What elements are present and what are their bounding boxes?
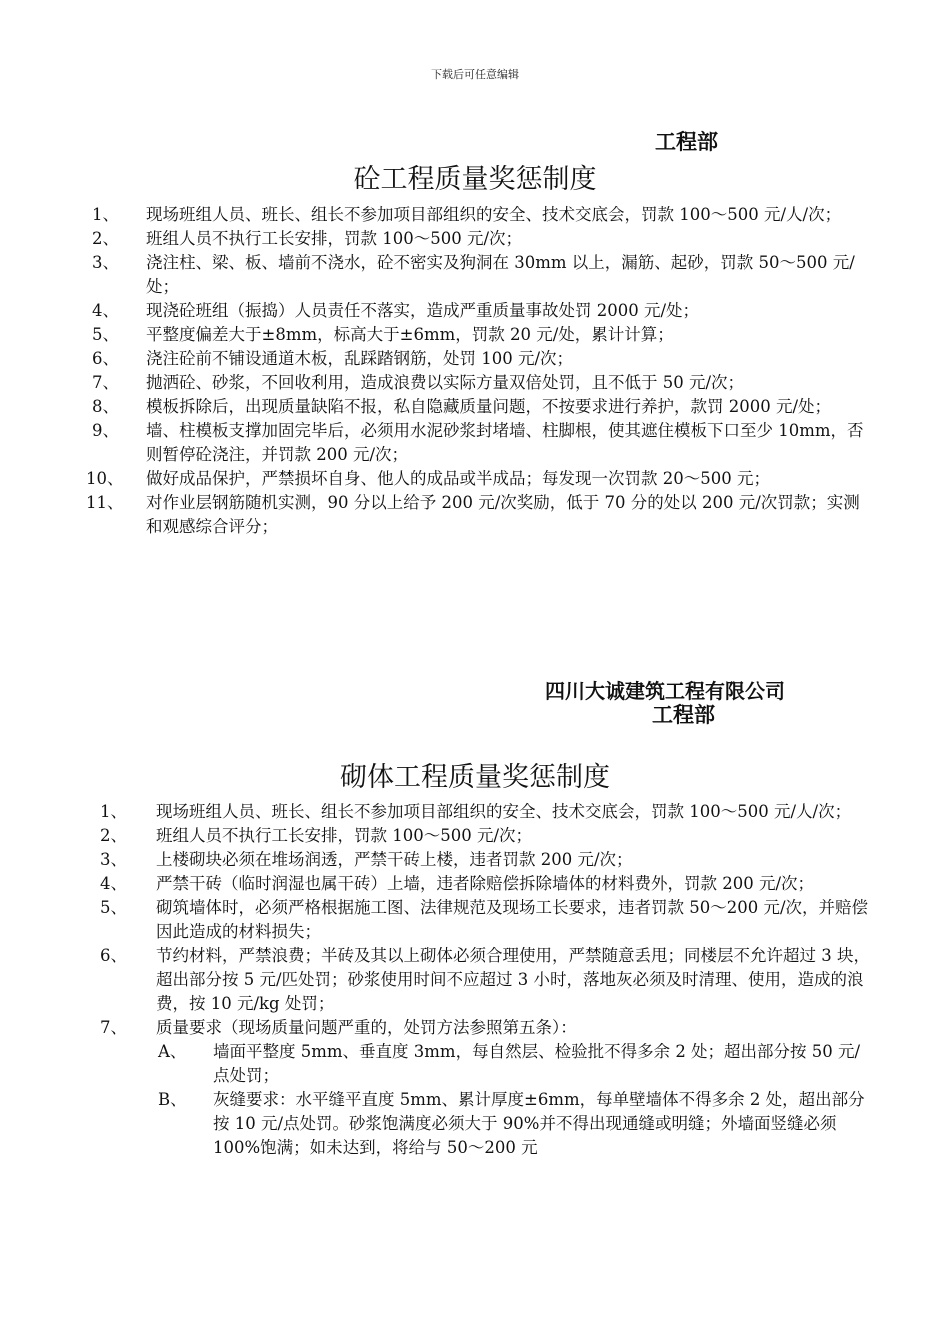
item-text: 节约材料，严禁浪费；半砖及其以上砌体必须合理使用，严禁随意丢甩；同楼层不允许超过 3 块，超出部分按 5 元/匹处罚；砂浆使用时间不应超过 3 小时，落地灰必须及时清理、使用，造成的浪费，按 10 元/kg 处罚；: [156, 946, 870, 1013]
item-text: 对作业层钢筋随机实测，90 分以上给予 200 元/次奖励，低于 70 分的处以 200 元/次罚款；实测和观感综合评分；: [146, 493, 860, 536]
item-number: 7、: [92, 373, 119, 392]
item-text: 模板拆除后，出现质量缺陷不报，私自隐藏质量问题，不按要求进行养护，款罚 2000 元/处；: [146, 397, 832, 416]
item-number: 4、: [100, 874, 127, 893]
list-item: [0, 896, 950, 944]
list-item: [0, 371, 950, 395]
section2-list: [0, 800, 950, 1160]
sub-item-letter: B、: [158, 1090, 187, 1109]
list-item: [0, 395, 950, 419]
item-number: 10、: [86, 469, 124, 488]
item-text: 上楼砌块必须在堆场润透，严禁干砖上楼，违者罚款 200 元/次；: [156, 850, 633, 869]
item-number: 5、: [100, 898, 127, 917]
list-item: [0, 1016, 950, 1040]
item-number: 2、: [100, 826, 127, 845]
item-number: 6、: [100, 946, 127, 965]
section2-title: 砌体工程质量奖惩制度: [340, 762, 610, 793]
item-text: 抛洒砼、砂浆，不回收利用，造成浪费以实际方量双倍处罚，且不低于 50 元/次；: [146, 373, 745, 392]
section1-title: 砼工程质量奖惩制度: [353, 164, 597, 195]
list-item: [0, 323, 950, 347]
list-item: [0, 944, 950, 1016]
list-item: [0, 800, 950, 824]
item-number: 4、: [92, 301, 119, 320]
item-number: 6、: [92, 349, 119, 368]
item-text: 浇注柱、梁、板、墙前不浇水，砼不密实及狗洞在 30mm 以上，漏筋、起砂，罚款 50～500 元/处；: [146, 253, 855, 296]
item-text: 班组人员不执行工长安排，罚款 100～500 元/次；: [156, 826, 533, 845]
list-item: [0, 227, 950, 251]
sub-item-letter: A、: [158, 1042, 187, 1061]
sub-item-text: 灰缝要求：水平缝平直度 5mm、累计厚度±6mm，每单壁墙体不得多余 2 处，超出部分按 10 元/点处罚。砂浆饱满度必须大于 90%并不得出现通缝或明缝；外墙面竖缝必须 100%饱满；如未达到，将给与 50～200 元: [213, 1090, 865, 1157]
item-text: 现浇砼班组（振捣）人员责任不落实，造成严重质量事故处罚 2000 元/处；: [146, 301, 700, 320]
item-number: 2、: [92, 229, 119, 248]
item-number: 1、: [100, 802, 127, 821]
department-label: 工程部: [655, 130, 718, 154]
item-text: 做好成品保护，严禁损坏自身、他人的成品或半成品；每发现一次罚款 20～500 元；: [146, 469, 770, 488]
sub-list-item: [0, 1040, 950, 1088]
header-note: 下载后可任意编辑: [431, 68, 519, 81]
item-number: 3、: [92, 253, 119, 272]
item-number: 3、: [100, 850, 127, 869]
department-label: 工程部: [652, 703, 715, 727]
item-text: 现场班组人员、班长、组长不参加项目部组织的安全、技术交底会，罚款 100～500 元/人/次；: [146, 205, 842, 224]
list-item: [0, 347, 950, 371]
list-item: [0, 848, 950, 872]
sub-list-item: [0, 1088, 950, 1160]
list-item: [0, 251, 950, 299]
item-number: 1、: [92, 205, 119, 224]
list-item: [0, 419, 950, 467]
item-number: 7、: [100, 1018, 127, 1037]
item-number: 11、: [86, 493, 124, 512]
item-text: 平整度偏差大于±8mm，标高大于±6mm，罚款 20 元/处，累计计算；: [146, 325, 674, 344]
list-item: [0, 203, 950, 227]
list-item: [0, 872, 950, 896]
item-text: 班组人员不执行工长安排，罚款 100～500 元/次；: [146, 229, 523, 248]
item-text: 墙、柱模板支撑加固完毕后，必须用水泥砂浆封堵墙、柱脚根，使其遮住模板下口至少 10mm，否则暂停砼浇注，并罚款 200 元/次；: [146, 421, 864, 464]
item-text: 质量要求（现场质量问题严重的，处罚方法参照第五条）：: [156, 1018, 577, 1037]
item-number: 8、: [92, 397, 119, 416]
item-text: 砌筑墙体时，必须严格根据施工图、法律规范及现场工长要求，违者罚款 50～200 元/次，并赔偿因此造成的材料损失；: [156, 898, 869, 941]
list-item: [0, 299, 950, 323]
list-item: [0, 824, 950, 848]
item-number: 5、: [92, 325, 119, 344]
list-item: [0, 491, 950, 539]
company-name: 四川大诚建筑工程有限公司: [545, 679, 785, 703]
sub-item-text: 墙面平整度 5mm、垂直度 3mm，每自然层、检验批不得多余 2 处；超出部分按 50 元/点处罚；: [213, 1042, 861, 1085]
item-text: 浇注砼前不铺设通道木板，乱踩踏钢筋，处罚 100 元/次；: [146, 349, 574, 368]
item-text: 现场班组人员、班长、组长不参加项目部组织的安全、技术交底会，罚款 100～500 元/人/次；: [156, 802, 852, 821]
item-text: 严禁干砖（临时润湿也属干砖）上墙，违者除赔偿拆除墙体的材料费外，罚款 200 元/次；: [156, 874, 815, 893]
section1-list: [0, 203, 950, 539]
list-item: [0, 467, 950, 491]
item-number: 9、: [92, 421, 119, 440]
